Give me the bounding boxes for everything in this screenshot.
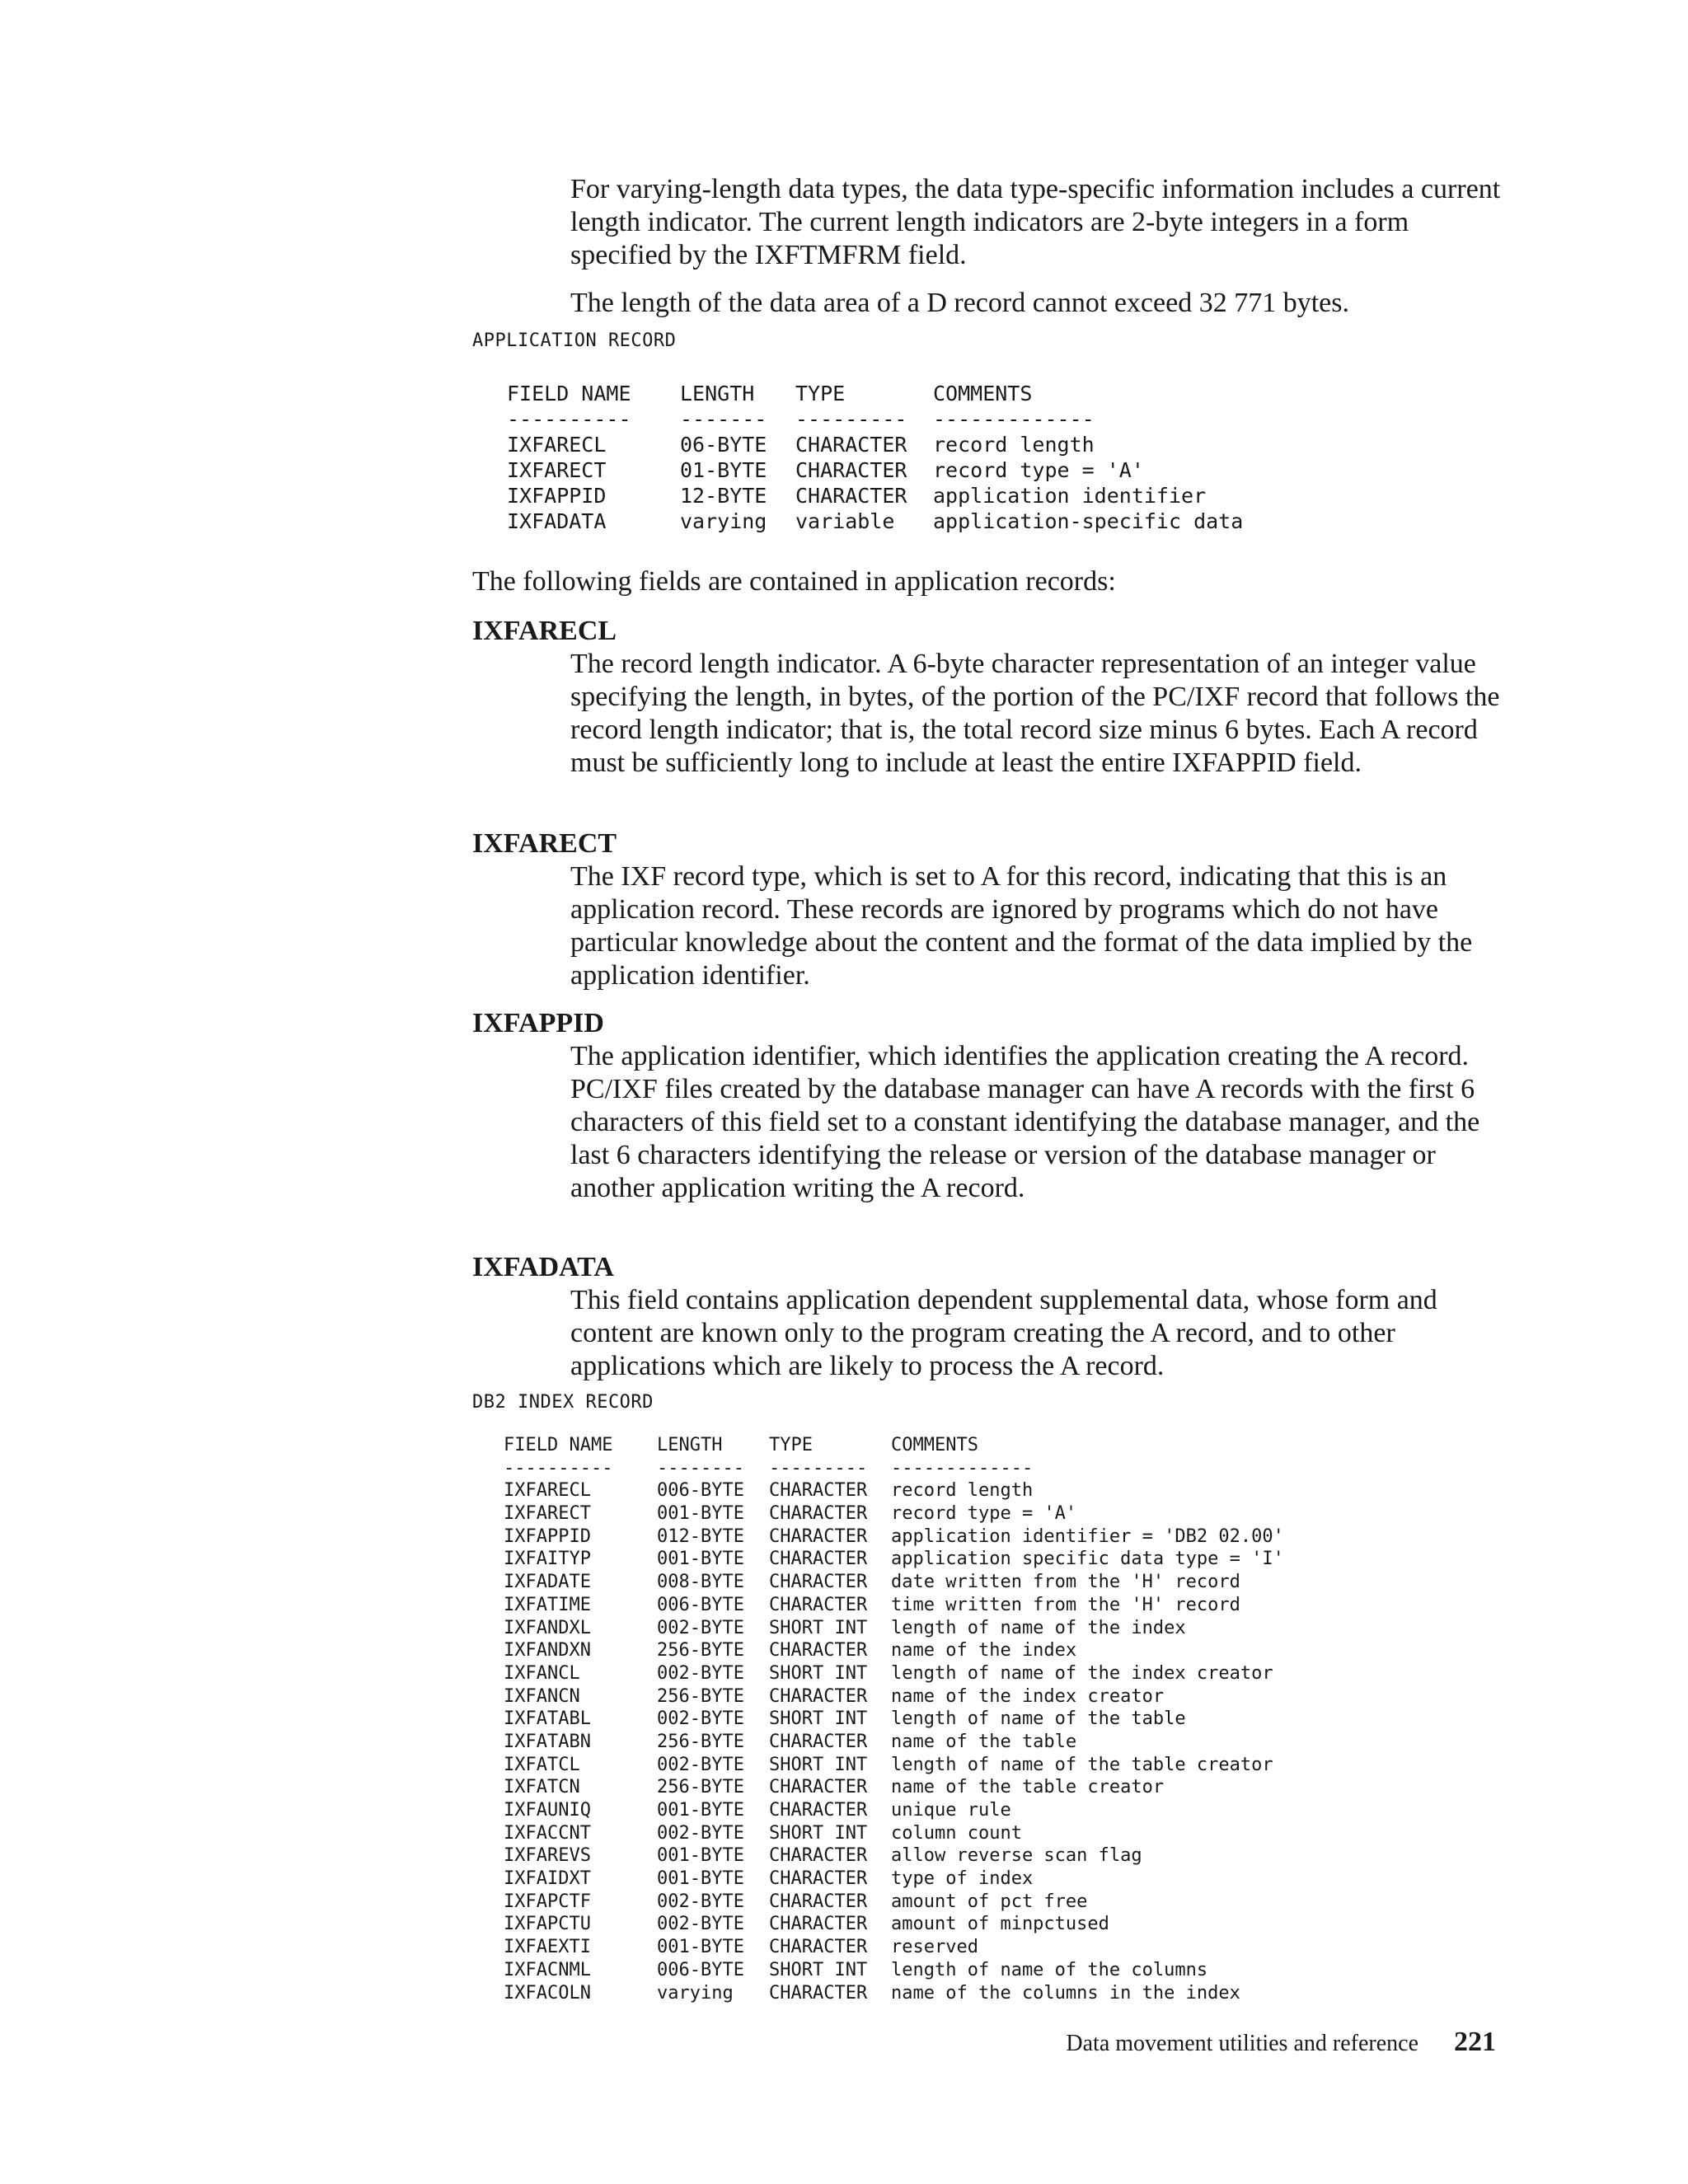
cell-comments: application identifier = 'DB2 02.00' [891,1526,1284,1547]
cell-field-name: IXFARECL [504,1480,591,1502]
cell-type: CHARACTER [769,1914,868,1935]
cell-field-name: IXFARECT [504,1503,591,1525]
cell-comments: application specific data type = 'I' [891,1549,1284,1570]
cell-type: --------- [795,407,907,431]
cell-field-name: IXFAIDXT [504,1868,591,1890]
cell-field-name: IXFACNML [504,1959,591,1980]
cell-length: LENGTH [657,1435,723,1455]
cell-field-name: IXFAUNIQ [504,1800,591,1821]
cell-length: 01-BYTE [680,458,767,482]
cell-type: variable [795,509,895,533]
definition-term-ixfarect: IXFARECT [472,828,617,859]
cell-comments: length of name of the table creator [891,1754,1273,1775]
cell-field-name: IXFAPPID [504,1526,591,1547]
cell-length: 006-BYTE [657,1594,744,1615]
cell-comments: COMMENTS [891,1435,978,1455]
cell-comments: ------------- [933,407,1095,431]
cell-length: 001-BYTE [657,1868,744,1890]
intro-paragraph-data-area-length: The length of the data area of a D record cannot exceed 32 771 bytes. [570,288,1349,318]
cell-type: CHARACTER [769,1480,868,1502]
cell-type: CHARACTER [769,1549,868,1570]
footer-title: Data movement utilities and reference [1066,2031,1418,2056]
cell-type: CHARACTER [769,1594,868,1615]
cell-comments: reserved [891,1937,978,1958]
cell-type: CHARACTER [769,1937,868,1958]
cell-field-name: IXFANCL [504,1662,580,1684]
cell-comments: ------------- [891,1457,1034,1479]
cell-field-name: IXFATIME [504,1594,591,1615]
page-footer [1066,2026,1496,2060]
cell-comments: COMMENTS [933,382,1033,405]
cell-type: SHORT INT [769,1959,868,1980]
cell-comments: record type = 'A' [933,458,1144,482]
cell-length: 002-BYTE [657,1662,744,1684]
cell-field-name: IXFAEXTI [504,1937,591,1958]
cell-comments: time written from the 'H' record [891,1594,1240,1615]
cell-comments: length of name of the columns [891,1959,1208,1980]
index-record-caption: DB2 INDEX RECORD [472,1392,654,1413]
cell-field-name: IXFATABN [504,1731,591,1752]
cell-length: 002-BYTE [657,1891,744,1912]
cell-type: --------- [769,1457,868,1479]
cell-type: SHORT INT [769,1822,868,1844]
cell-type: TYPE [769,1435,813,1455]
cell-type: CHARACTER [769,1868,868,1890]
cell-field-name: IXFARECT [507,458,607,482]
cell-field-name: IXFANDXN [504,1640,591,1661]
cell-field-name: IXFACCNT [504,1822,591,1844]
cell-length: 001-BYTE [657,1937,744,1958]
cell-type: CHARACTER [769,1640,868,1661]
cell-comments: name of the table creator [891,1777,1165,1798]
cell-field-name: IXFAITYP [504,1549,591,1570]
cell-field-name: IXFANDXL [504,1617,591,1638]
cell-type: CHARACTER [769,1503,868,1525]
cell-length: 001-BYTE [657,1845,744,1867]
cell-type: CHARACTER [769,1800,868,1821]
cell-type: CHARACTER [795,458,907,482]
cell-length: ------- [680,407,767,431]
cell-length: 002-BYTE [657,1914,744,1935]
cell-type: SHORT INT [769,1754,868,1775]
cell-field-name: IXFAPCTF [504,1891,591,1912]
cell-type: SHORT INT [769,1708,868,1730]
cell-type: SHORT INT [769,1662,868,1684]
cell-comments: unique rule [891,1800,1011,1821]
definition-text-ixfarecl: The record length indicator. A 6-byte character representation of an integer value specifying the length, in bytes, of the portion of the PC/IXF record that follows the record length indicator; that is, the total record size minus 6 bytes. Each A record must be sufficiently long to include at least the entire IXFAPPID field. [570,649,1500,778]
cell-comments: date written from the 'H' record [891,1572,1240,1593]
cell-comments: name of the columns in the index [891,1982,1240,2004]
cell-comments: record type = 'A' [891,1503,1077,1525]
cell-field-name: IXFATABL [504,1708,591,1730]
cell-type: CHARACTER [769,1731,868,1752]
cell-length: 256-BYTE [657,1640,744,1661]
cell-length: 12-BYTE [680,484,767,508]
cell-type: CHARACTER [769,1572,868,1593]
cell-type: CHARACTER [769,1526,868,1547]
cell-type: CHARACTER [769,1982,868,2004]
intro-paragraph-varying-length: For varying-length data types, the data type-specific information includes a current length indicator. The current length indicators are 2-byte integers in a form specified by the IXFTMFRM field. [570,174,1501,270]
cell-field-name: IXFADATA [507,509,607,533]
cell-length: 012-BYTE [657,1526,744,1547]
cell-comments: record length [891,1480,1034,1502]
cell-comments: name of the index [891,1640,1077,1661]
cell-comments: amount of pct free [891,1891,1088,1912]
cell-field-name: FIELD NAME [507,382,631,405]
cell-length: 002-BYTE [657,1617,744,1638]
cell-comments: column count [891,1822,1022,1844]
cell-type: CHARACTER [769,1685,868,1707]
cell-length: 06-BYTE [680,433,767,457]
cell-field-name: FIELD NAME [504,1435,613,1455]
cell-type: CHARACTER [795,433,907,457]
definition-term-ixfarecl: IXFARECL [472,616,617,646]
cell-field-name: IXFAPPID [507,484,607,508]
cell-type: CHARACTER [795,484,907,508]
cell-comments: name of the index creator [891,1685,1165,1707]
cell-field-name: IXFAPCTU [504,1914,591,1935]
cell-type: SHORT INT [769,1617,868,1638]
definition-term-ixfappid: IXFAPPID [472,1008,604,1038]
cell-type: CHARACTER [769,1845,868,1867]
cell-length: 256-BYTE [657,1685,744,1707]
cell-comments: allow reverse scan flag [891,1845,1142,1867]
cell-field-name: IXFACOLN [504,1982,591,2004]
cell-comments: length of name of the index creator [891,1662,1273,1684]
cell-length: varying [680,509,767,533]
cell-field-name: ---------- [504,1457,613,1479]
cell-field-name: IXFADATE [504,1572,591,1593]
page-number: 221 [1454,2027,1496,2057]
definition-text-ixfadata: This field contains application dependent supplemental data, whose form and content are known only to the program creating the A record, and to other applications which are likely to process the A record. [570,1285,1437,1381]
cell-field-name: IXFAREVS [504,1845,591,1867]
cell-type: TYPE [795,382,846,405]
definition-text-ixfappid: The application identifier, which identifies the application creating the A record. PC/IXF files created by the database manager can have A records with the first 6 characters of this field set to a constant identifying the database manager, and the last 6 characters identifying the release or version of the database manager or another application writing the A record. [570,1041,1480,1203]
cell-length: 001-BYTE [657,1549,744,1570]
cell-comments: length of name of the index [891,1617,1186,1638]
cell-length: 001-BYTE [657,1503,744,1525]
cell-type: CHARACTER [769,1777,868,1798]
fields-intro-sentence: The following fields are contained in application records: [472,566,1116,597]
cell-length: 256-BYTE [657,1777,744,1798]
cell-comments: amount of minpctused [891,1914,1109,1935]
cell-comments: type of index [891,1868,1034,1890]
cell-length: 002-BYTE [657,1754,744,1775]
definition-text-ixfarect: The IXF record type, which is set to A for this record, indicating that this is an application record. These records are ignored by programs which do not have particular knowledge about the content and the format of the data implied by the application identifier. [570,861,1473,991]
cell-length: 006-BYTE [657,1959,744,1980]
application-record-caption: APPLICATION RECORD [472,330,677,351]
cell-comments: name of the table [891,1731,1077,1752]
cell-length: 008-BYTE [657,1572,744,1593]
cell-length: LENGTH [680,382,755,405]
definition-term-ixfadata: IXFADATA [472,1252,614,1282]
cell-type: CHARACTER [769,1891,868,1912]
cell-field-name: IXFANCN [504,1685,580,1707]
cell-comments: application-specific data [933,509,1244,533]
cell-length: 002-BYTE [657,1708,744,1730]
cell-length: -------- [657,1457,744,1479]
cell-field-name: ---------- [507,407,631,431]
cell-field-name: IXFATCN [504,1777,580,1798]
cell-field-name: IXFARECL [507,433,607,457]
cell-field-name: IXFATCL [504,1754,580,1775]
cell-comments: record length [933,433,1095,457]
cell-comments: application identifier [933,484,1207,508]
cell-length: 001-BYTE [657,1800,744,1821]
cell-length: varying [657,1982,734,2004]
cell-length: 006-BYTE [657,1480,744,1502]
cell-length: 002-BYTE [657,1822,744,1844]
cell-length: 256-BYTE [657,1731,744,1752]
cell-comments: length of name of the table [891,1708,1186,1730]
